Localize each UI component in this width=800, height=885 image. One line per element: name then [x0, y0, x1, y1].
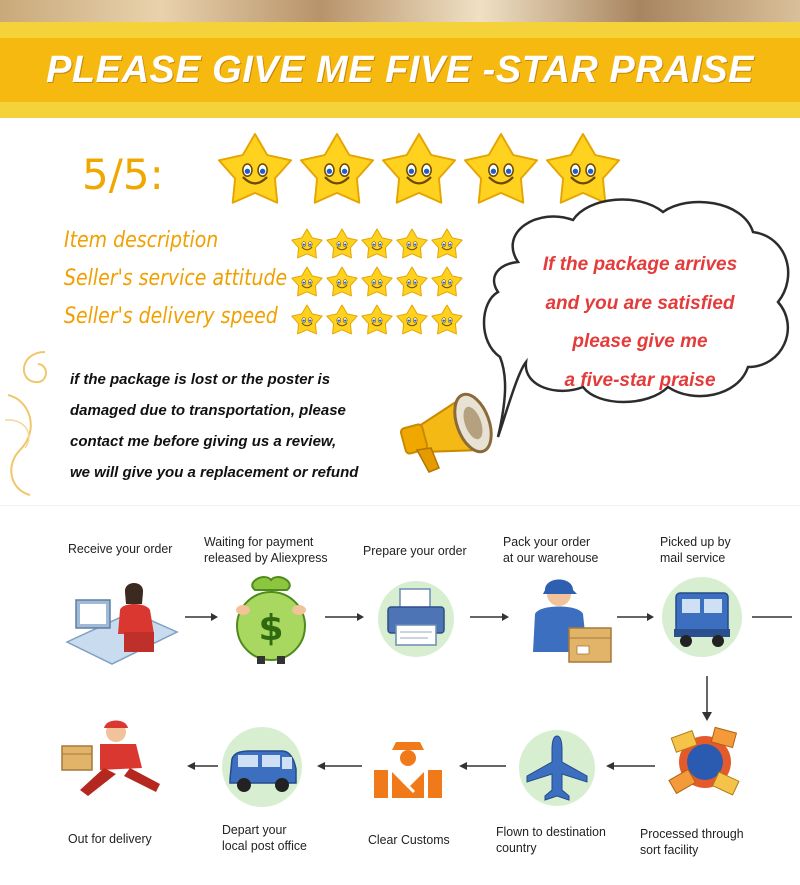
banner-title: PLEASE GIVE ME FIVE -STAR PRAISE — [46, 48, 754, 91]
smiley-star-icon — [397, 229, 427, 258]
step-label-line: Depart your — [222, 822, 287, 837]
step-label-line: Clear Customs — [368, 832, 450, 847]
step-out-delivery-label — [68, 831, 152, 847]
step-label-line: released by Aliexpress — [204, 550, 328, 565]
airplane-icon — [517, 728, 597, 808]
step-flown-label — [496, 824, 606, 856]
step-label-line: local post office — [222, 838, 307, 853]
bubble-line: and you are satisfied — [545, 292, 735, 314]
rating-row-service-attitude — [60, 266, 480, 304]
decorative-swirl-icon — [0, 340, 70, 500]
smiley-star-icon — [383, 134, 455, 203]
customs-officer-icon — [368, 736, 448, 806]
smiley-star-icon — [432, 229, 462, 258]
step-label-line: at our warehouse — [503, 550, 599, 565]
arrow-right-icon — [617, 612, 655, 622]
step-receive-order-label — [68, 541, 172, 557]
step-prepare-order-label — [363, 543, 467, 559]
arrow-right-icon — [185, 612, 219, 622]
notice-line: damaged due to transportation, please — [70, 402, 346, 419]
notice-line: if the package is lost or the poster is — [70, 371, 331, 388]
arrow-left-icon — [316, 761, 362, 771]
arrow-left-icon — [186, 761, 218, 771]
smiley-star-icon — [432, 267, 462, 296]
notice-text — [70, 364, 358, 488]
post-office-van-icon — [220, 725, 305, 810]
smiley-star-icon — [292, 229, 322, 258]
rating-label: Seller's service attitude — [64, 266, 288, 291]
smiley-star-icon — [219, 134, 291, 203]
arrow-right-icon — [325, 612, 365, 622]
money-bag-icon — [225, 570, 317, 665]
rating-stars — [290, 304, 465, 338]
smiley-star-icon — [327, 229, 357, 258]
step-clear-customs-label — [368, 832, 450, 848]
smiley-star-icon — [327, 305, 357, 334]
step-label-line: Out for delivery — [68, 831, 152, 846]
smiley-star-icon — [397, 305, 427, 334]
printer-icon — [376, 575, 456, 660]
arrow-line-icon — [752, 612, 792, 622]
megaphone-icon — [395, 368, 515, 478]
step-label-line: mail service — [660, 550, 726, 565]
warehouse-packer-icon — [525, 572, 621, 672]
rating-breakdown — [60, 228, 480, 342]
step-sort-facility-label — [640, 826, 744, 858]
rating-row-item-description — [60, 228, 480, 266]
delivery-courier-icon — [60, 718, 185, 808]
mail-truck-icon — [660, 575, 745, 660]
smiley-star-icon — [397, 267, 427, 296]
step-label-line: Receive your order — [68, 541, 173, 556]
arrow-down-icon — [700, 676, 714, 722]
step-label-line: Picked up by — [660, 534, 731, 549]
step-label-line: Waiting for payment — [204, 534, 314, 549]
smiley-star-icon — [301, 134, 373, 203]
customer-at-computer-icon — [62, 572, 182, 672]
smiley-star-icon — [432, 305, 462, 334]
smiley-star-icon — [327, 267, 357, 296]
bubble-line: If the package arrives — [542, 254, 738, 275]
step-label-line: Flown to destination — [496, 824, 606, 839]
bubble-line: please give me — [572, 331, 708, 352]
arrow-left-icon — [605, 761, 655, 771]
smiley-star-icon — [362, 305, 392, 334]
step-label-line: sort facility — [640, 842, 699, 857]
rating-stars — [290, 228, 465, 262]
rating-label: Item description — [64, 228, 219, 253]
smiley-star-icon — [292, 305, 322, 334]
smiley-star-icon — [362, 229, 392, 258]
step-waiting-payment-label — [204, 534, 328, 566]
arrow-left-icon — [458, 761, 506, 771]
rating-stars — [290, 266, 465, 300]
top-photo-strip — [0, 0, 800, 22]
step-label-line: country — [496, 840, 537, 855]
rating-row-delivery-speed — [60, 304, 480, 342]
rating-label: Seller's delivery speed — [64, 304, 278, 329]
sort-facility-envelopes-icon — [665, 722, 745, 802]
bubble-text — [490, 246, 790, 400]
svg-text:$: $ — [258, 608, 284, 649]
step-label-line: Pack your order — [503, 534, 591, 549]
smiley-star-icon — [292, 267, 322, 296]
notice-line: contact me before giving us a review, — [70, 433, 337, 450]
banner-bar — [0, 38, 800, 102]
arrow-right-icon — [470, 612, 510, 622]
notice-line: we will give you a replacement or refund — [70, 464, 359, 481]
step-label-line: Processed through — [640, 826, 744, 841]
bubble-line: a five-star praise — [564, 369, 716, 391]
banner — [0, 22, 800, 118]
step-label-line: Prepare your order — [363, 543, 467, 558]
rating-score: 5/5: — [82, 150, 164, 199]
step-depart-office-label — [222, 822, 307, 854]
smiley-star-icon — [362, 267, 392, 296]
step-pack-order-label — [503, 534, 598, 566]
step-picked-up-label — [660, 534, 731, 566]
